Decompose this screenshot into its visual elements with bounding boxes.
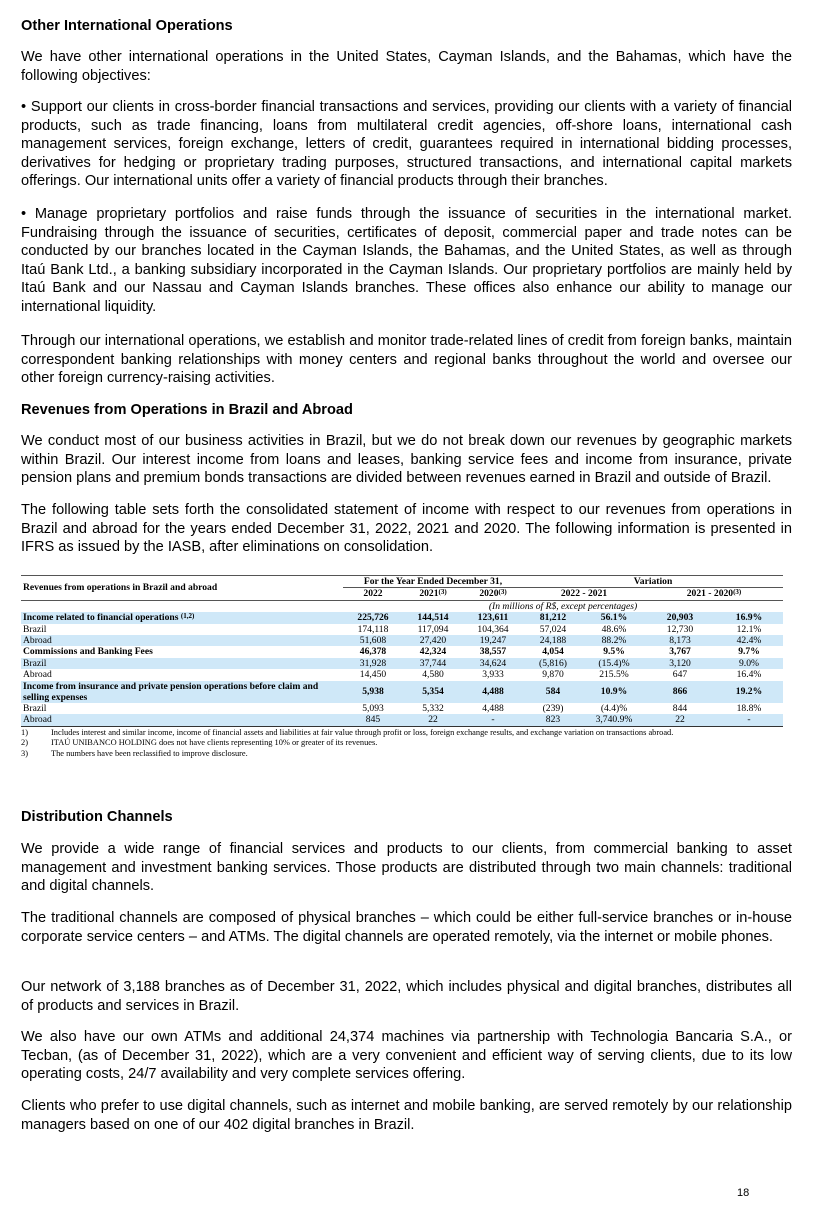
- paragraph-distribution-2: The traditional channels are composed of physical branches – which could be either full-service branches or in-house corporate service centers – and ATMs. The digital channels are operated remotely, via the internet or mobile phones.: [21, 910, 792, 945]
- group-header-year: For the Year Ended December 31,: [343, 576, 523, 588]
- section-title-other-international: Other International Operations: [21, 18, 233, 34]
- col-header-var-2021-2020: 2021 - 2020$^{(3)}$: [645, 588, 783, 600]
- col-header-2020: 2020$^{(3)}$: [463, 588, 523, 600]
- paragraph-international-operations: Through our international operations, we establish and monitor trade-related lines of credit from foreign banks, maintain correspondent banking relationships with money centers and regional banks throughout the world and oversee our other foreign currency-raising activities.: [21, 333, 792, 386]
- paragraph-distribution-4: We also have our own ATMs and additional 24,374 machines via partnership with Technologia Bancaria S.A., or Tecban, (as of December 31, 2022), which are a very convenient and efficient way of serving clients, due to its low operating costs, 24/7 availability and very complete services offering.: [21, 1029, 792, 1082]
- table-row: Abroad 845 22 - 823 3,740.9% 22 -: [21, 714, 783, 726]
- col-header-2022: 2022: [343, 588, 403, 600]
- paragraph-revenues-2: The following table sets forth the consolidated statement of income with respect to our revenues from operations in Brazil and abroad for the years ended December 31, 2022, 2021 and 2020. The following information is presented in IFRS as issued by the IASB, after eliminations on consolidation.: [21, 502, 792, 555]
- footnote-2: 2) ITAÚ UNIBANCO HOLDING does not have clients representing 10% or greater of its revenues.: [21, 738, 378, 748]
- bullet-manage-portfolios: • Manage proprietary portfolios and raise funds through the issuance of securities in the international market. Fundraising through the issuance of securities, certificates of deposit, commercial paper and trade notes can be conducted by our branches located in the Cayman Islands, the Bahamas, and the United States, as well as through Itaú Bank Ltd., a banking subsidiary incorporated in the Cayman Islands. Our proprietary portfolios are mainly held by Itaú Bank and our Nassau and Cayman Islands branches. These offices also enhance our ability to manage our international liquidity.: [21, 206, 792, 315]
- table-row: Abroad 51,608 27,420 19,247 24,188 88.2% 8,173 42.4%: [21, 635, 783, 646]
- col-header-var-2022-2021: 2022 - 2021: [523, 588, 645, 600]
- table-row: Income from insurance and private pension operations before claim and selling expenses 5,938 5,354 4,488 584 10.9% 866 19.2%: [21, 681, 783, 703]
- bullet-support-clients: • Support our clients in cross-border financial transactions and services, providing our clients with a variety of financial products, such as trade financing, loans from multilateral credit agencies, off-shore loans, international cash management services, foreign exchange, letters of credit, guarantees required in international bidding processes, derivatives for hedging or proprietary trading purposes, structured transactions, and international capital markets offerings. Our international units offer a variety of financial products through their branches.: [21, 99, 792, 189]
- paragraph-intro: We have other international operations in the United States, Cayman Islands, and the Bahamas, which have the following objectives:: [21, 49, 792, 84]
- paragraph-distribution-5: Clients who prefer to use digital channels, such as internet and mobile banking, are served remotely by our relationship managers based on one of our 402 digital branches in Brazil.: [21, 1098, 792, 1133]
- paragraph-revenues-1: We conduct most of our business activities in Brazil, but we do not break down our revenues by geographic markets within Brazil. Our interest income from loans and leases, banking service fees and income from insurance, private pension plans and premium bonds transactions are divided between revenues earned in Brazil and outside of Brazil.: [21, 433, 792, 486]
- table-row: Brazil 31,928 37,744 34,624 (5,816) (15.4)% 3,120 9.0%: [21, 658, 783, 669]
- page-number: 18: [737, 1187, 750, 1199]
- section-title-distribution: Distribution Channels: [21, 809, 173, 825]
- table-row: Brazil 5,093 5,332 4,488 (239) (4.4)% 844 18.8%: [23, 703, 762, 715]
- group-header-variation: Variation: [523, 576, 783, 588]
- col-header-2021: 2021$^{(3)}$: [403, 588, 463, 600]
- footnote-3: 3) The numbers have been reclassified to improve disclosure.: [21, 749, 248, 759]
- table-row: Income related to financial operations $^{(1,2)}$ 225,726 144,514 123,611 81,212 56.1% 20,903 16.9%: [21, 612, 783, 623]
- footnote-1: 1) Includes interest and similar income, income of financial assets and liabilities at fair value through profit or loss, foreign exchange results, and exchange variation on transactions abroad.: [21, 727, 674, 737]
- table-row: Commissions and Banking Fees 46,378 42,324 38,557 4,054 9.5% 3,767 9.7%: [23, 646, 760, 658]
- row-header: Revenues from operations in Brazil and abroad: [21, 576, 343, 601]
- revenues-table: [21, 575, 783, 727]
- paragraph-distribution-1: We provide a wide range of financial services and products to our clients, from commercial banking to asset management and investment banking services. Those products are distributed through two main channels: traditional and digital channels.: [21, 841, 792, 894]
- table-row: Abroad 14,450 4,580 3,933 9,870 215.5% 647 16.4%: [23, 669, 762, 681]
- paragraph-distribution-3: Our network of 3,188 branches as of December 31, 2022, which includes physical and digital branches, distributes all of products and services in Brazil.: [21, 979, 792, 1014]
- revenues-table-container: [21, 575, 783, 760]
- table-row: Brazil 174,118 117,094 104,364 57,024 48.6% 12,730 12.1%: [23, 623, 762, 635]
- section-title-revenues: Revenues from Operations in Brazil and Abroad: [21, 402, 353, 418]
- units-note: (In millions of R$, except percentages): [488, 600, 638, 612]
- table-footnotes: [21, 728, 783, 760]
